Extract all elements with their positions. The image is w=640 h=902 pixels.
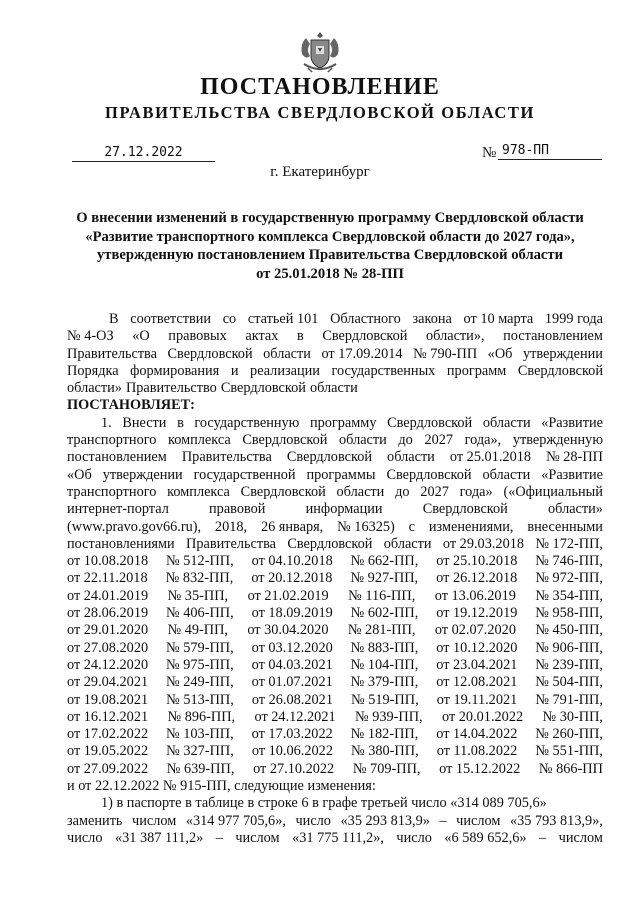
- text-word: № 327-ПП,: [166, 743, 234, 760]
- text-line: [67, 657, 603, 674]
- text-word: № 972-ПП,: [535, 570, 603, 587]
- document-date: 27.12.2022: [72, 144, 215, 162]
- text-word: формирования: [130, 362, 220, 379]
- text-word: № 519-ПП,: [351, 691, 419, 708]
- text-word: от 20.12.2018: [251, 570, 333, 587]
- text-word: № 866-ПП: [538, 760, 603, 777]
- text-word: от 19.12.2019: [436, 605, 518, 622]
- text-word: № 746-ПП,: [535, 553, 603, 570]
- text-word: 2018,: [214, 518, 248, 535]
- text-word: № 16325): [337, 518, 395, 535]
- text-line: [67, 432, 603, 449]
- text-word: от 24.01.2019: [67, 587, 149, 604]
- text-word: внесенными: [527, 518, 603, 535]
- text-word: утверждении: [102, 466, 183, 483]
- text-word: информации: [305, 501, 383, 518]
- text-word: № 116-ПП,: [348, 587, 416, 604]
- text-word: от 21.02.2019: [247, 587, 329, 604]
- text-word: от 12.08.2021: [436, 674, 518, 691]
- text-line: [67, 501, 603, 518]
- text-word: «31 775 111,2»,: [292, 829, 384, 846]
- text-word: транспортного: [67, 432, 157, 449]
- text-line: [67, 311, 603, 328]
- text-line: [67, 536, 603, 553]
- document-title: [60, 209, 600, 283]
- text-word: от 17.02.2022: [67, 726, 149, 743]
- text-word: № 639-ПП,: [166, 760, 235, 777]
- text-word: Областного: [330, 311, 401, 327]
- title-line: утвержденную постановлением Правительства Свердловской области: [97, 247, 563, 263]
- text-word: от 11.08.2022: [436, 743, 518, 760]
- text-word: области: [387, 449, 435, 466]
- text-word: Свердловской: [286, 449, 372, 466]
- text-word: Свердловской: [220, 380, 306, 397]
- text-word: от 22.11.2018: [67, 570, 148, 587]
- text-word: от 13.06.2019: [434, 587, 516, 604]
- text-word: области: [336, 483, 385, 500]
- text-line: [67, 467, 603, 484]
- text-line: [67, 588, 603, 605]
- text-word: –: [215, 829, 223, 846]
- text-word: Свердловской: [242, 432, 328, 449]
- text-word: области: [309, 380, 358, 397]
- text-word: от 17.09.2014: [321, 345, 403, 362]
- text-word: «6 589 652,6»: [444, 829, 527, 846]
- text-word: (www.pravo.gov66.ru),: [67, 518, 202, 535]
- text-word: области: [339, 432, 387, 449]
- text-word: от 10.06.2022: [251, 743, 333, 760]
- text-word: № 939-ПП,: [354, 708, 423, 725]
- document-city: г. Екатеринбург: [270, 164, 370, 180]
- text-word: от 27.08.2020: [67, 639, 149, 656]
- text-word: «О: [132, 328, 150, 345]
- text-word: с: [408, 518, 416, 535]
- text-word: № 709-ПП,: [352, 760, 421, 777]
- text-line: [67, 449, 603, 466]
- text-word: В: [109, 311, 119, 327]
- text-line: [67, 761, 603, 778]
- text-word: от 25.10.2018: [436, 553, 518, 570]
- text-word: числом: [456, 812, 501, 829]
- text-word: числом: [558, 829, 603, 846]
- text-word: от 10.08.2018: [67, 553, 149, 570]
- text-line: [67, 640, 603, 657]
- text-word: правовой: [209, 501, 266, 518]
- text-word: от 01.07.2021: [251, 674, 333, 691]
- text-word: 1.: [101, 414, 112, 431]
- text-word: от 29.03.2018: [442, 535, 525, 552]
- text-word: № 975-ПП,: [166, 656, 234, 673]
- text-line: [67, 605, 603, 622]
- text-line: [67, 813, 603, 830]
- resolves-heading: ПОСТАНОВЛЯЕТ:: [67, 397, 195, 414]
- title-line: «Развитие транспортного комплекса Свердловской области до 2027 года»,: [85, 228, 575, 245]
- text-word: Свердловской: [387, 414, 473, 431]
- text-word: Свердловской: [240, 483, 326, 500]
- text-word: области: [482, 466, 531, 483]
- text-word: государственную: [194, 414, 300, 431]
- text-word: № 551-ПП,: [535, 743, 603, 760]
- text-word: Правительство: [125, 380, 217, 397]
- text-line: [67, 674, 603, 691]
- text-line: [67, 830, 603, 847]
- document-body: [67, 311, 603, 847]
- text-word: «35 793 813,9»,: [509, 812, 603, 829]
- text-word: 2027: [420, 483, 449, 500]
- text-word: № 35-ПП,: [167, 587, 229, 604]
- text-word: Правительства: [67, 345, 157, 362]
- text-line: [67, 726, 603, 743]
- text-word: от 03.12.2020: [251, 639, 333, 656]
- text-word: от 17.03.2022: [251, 726, 333, 743]
- text-word: изменениями,: [428, 518, 514, 535]
- text-word: «314 977 705,6»,: [185, 812, 286, 829]
- text-line: [67, 743, 603, 760]
- text-line: [67, 795, 603, 812]
- text-word: числом: [132, 812, 177, 829]
- text-word: в: [177, 414, 184, 431]
- text-word: № 260-ПП,: [535, 726, 603, 743]
- text-word: № 103-ПП,: [166, 726, 234, 743]
- text-word: области»: [67, 380, 122, 397]
- text-word: года»,: [464, 432, 502, 449]
- text-word: области»: [548, 501, 603, 518]
- text-word: № 504-ПП,: [535, 674, 603, 691]
- text-word: от 29.01.2020: [67, 622, 149, 639]
- text-word: № 662-ПП,: [350, 553, 419, 570]
- text-line: [67, 346, 603, 363]
- text-word: 1) в паспорте в таблице в строке 6 в графе третьей число «314 089 705,6»: [101, 795, 547, 812]
- text-word: Свердловской: [167, 345, 253, 362]
- text-word: «Об: [67, 466, 92, 483]
- text-word: Свердловской: [517, 362, 603, 379]
- text-word: № 602-ПП,: [350, 605, 419, 622]
- text-word: государственной: [193, 466, 296, 483]
- text-line: [67, 328, 603, 345]
- text-word: постановлением: [503, 328, 603, 345]
- text-word: комплекса: [167, 432, 231, 449]
- text-word: от 04.10.2018: [251, 553, 333, 570]
- coat-of-arms-icon: [296, 30, 344, 76]
- text-word: от 19.05.2022: [67, 743, 149, 760]
- text-word: «Об: [487, 345, 513, 362]
- text-word: комплекса: [167, 483, 230, 500]
- text-word: Порядка: [67, 362, 119, 379]
- text-word: и от 22.12.2022 № 915-ПП, следующие изменения:: [67, 778, 376, 795]
- text-word: программ: [446, 362, 507, 379]
- text-line: [67, 692, 603, 709]
- text-word: № 512-ПП,: [166, 553, 234, 570]
- text-word: и: [230, 362, 239, 379]
- title-line: О внесении изменений в государственную программу Свердловской области: [76, 210, 584, 226]
- text-word: № 958-ПП,: [535, 605, 603, 622]
- text-line: [67, 570, 603, 587]
- text-word: –: [539, 829, 547, 846]
- text-line: [67, 519, 603, 536]
- text-word: года»: [459, 483, 493, 500]
- text-word: № 380-ПП,: [351, 743, 419, 760]
- text-word: соответствии: [130, 311, 212, 327]
- text-word: от 14.04.2022: [436, 726, 518, 743]
- text-word: области: [383, 535, 432, 552]
- text-word: № 790-ПП: [413, 345, 478, 362]
- text-word: от 30.04.2020: [247, 622, 329, 639]
- text-word: № 28-ПП: [546, 449, 603, 466]
- text-word: № 906-ПП,: [535, 639, 603, 656]
- text-word: № 406-ПП,: [166, 605, 234, 622]
- text-word: число: [295, 812, 331, 829]
- document-number: 978-ПП: [498, 142, 602, 160]
- text-word: № 450-ПП,: [535, 622, 603, 639]
- text-word: числом: [235, 829, 280, 846]
- text-word: № 104-ПП,: [350, 656, 419, 673]
- text-word: до: [395, 483, 410, 500]
- text-word: № 896-ПП,: [167, 708, 236, 725]
- text-word: со: [222, 311, 237, 327]
- text-word: Правительства: [181, 449, 272, 466]
- text-word: 1999 года: [544, 311, 603, 327]
- text-word: число: [396, 829, 432, 846]
- text-word: от 26.12.2018: [436, 570, 518, 587]
- text-word: интернет-портал: [67, 501, 169, 518]
- text-word: постановлениями: [67, 535, 175, 552]
- text-word: от 19.11.2021: [436, 691, 518, 708]
- text-word: от 28.06.2019: [67, 605, 149, 622]
- text-line: [67, 380, 603, 397]
- text-word: от 27.10.2022: [253, 760, 335, 777]
- text-word: транспортного: [67, 483, 157, 500]
- text-word: актах: [245, 328, 279, 345]
- text-word: № 49-ПП,: [167, 622, 228, 639]
- text-word: № 791-ПП,: [535, 691, 603, 708]
- text-word: статьей 101: [247, 311, 319, 327]
- text-word: закона: [412, 311, 452, 327]
- title-line: от 25.01.2018 № 28-ПП: [256, 265, 404, 282]
- text-word: постановлением: [67, 449, 167, 466]
- text-word: –: [439, 812, 447, 829]
- text-word: от 16.12.2021: [67, 708, 149, 725]
- text-word: от 02.07.2020: [434, 622, 516, 639]
- text-word: Свердловской: [386, 466, 472, 483]
- text-word: № 182-ПП,: [350, 726, 419, 743]
- text-word: от 29.04.2021: [67, 674, 149, 691]
- text-word: № 281-ПП,: [347, 622, 416, 639]
- text-word: № 30-ПП,: [542, 708, 603, 725]
- text-word: 26 января,: [260, 518, 324, 535]
- text-word: до: [398, 432, 413, 449]
- text-word: № 172-ПП,: [535, 535, 603, 552]
- text-word: государственных: [331, 362, 436, 379]
- text-word: № 354-ПП,: [535, 587, 603, 604]
- text-word: от 10 марта: [463, 311, 534, 327]
- text-word: области»,: [426, 328, 485, 345]
- text-word: от 23.04.2021: [436, 656, 518, 673]
- text-word: программу: [309, 414, 377, 431]
- issuing-authority: ПРАВИТЕЛЬСТВА СВЕРДЛОВСКОЙ ОБЛАСТИ: [105, 103, 535, 122]
- text-word: № 249-ПП,: [166, 674, 234, 691]
- text-word: области: [263, 345, 311, 362]
- text-word: от 26.08.2021: [251, 691, 333, 708]
- text-word: «Развитие: [541, 466, 603, 483]
- text-word: Свердловской: [322, 328, 408, 345]
- number-label: №: [482, 145, 497, 161]
- text-word: заменить: [67, 812, 123, 829]
- text-line: [67, 622, 603, 639]
- text-word: № 579-ПП,: [166, 639, 234, 656]
- text-line: [67, 415, 603, 432]
- text-word: Правительства: [186, 535, 276, 552]
- text-word: от 24.12.2020: [67, 656, 149, 673]
- text-word: «35 293 813,9»: [340, 812, 430, 829]
- text-word: от 25.01.2018: [449, 449, 532, 466]
- text-word: № 379-ПП,: [350, 674, 419, 691]
- text-word: Внести: [122, 414, 167, 431]
- text-word: «Развитие: [541, 414, 603, 431]
- text-word: число: [67, 829, 103, 846]
- preamble-paragraph: [67, 311, 603, 397]
- text-word: утверждении: [522, 345, 603, 362]
- text-word: правовых: [168, 328, 227, 345]
- text-line: [67, 363, 603, 380]
- text-line: [67, 553, 603, 570]
- text-word: от 10.12.2020: [436, 639, 518, 656]
- text-line: [67, 709, 603, 726]
- text-word: от 18.09.2019: [251, 605, 333, 622]
- text-word: от 19.08.2021: [67, 691, 149, 708]
- text-word: от 27.09.2022: [67, 760, 149, 777]
- text-word: реализации: [250, 362, 320, 379]
- subitem-1-paragraph: [67, 795, 603, 847]
- text-word: утвержденную: [512, 432, 603, 449]
- text-word: № 4-ОЗ: [67, 328, 114, 345]
- text-word: в: [296, 328, 304, 345]
- text-word: программы: [306, 466, 376, 483]
- text-word: № 883-ПП,: [350, 639, 419, 656]
- text-word: Свердловской: [287, 535, 373, 552]
- text-line: [67, 484, 603, 501]
- text-word: от 24.12.2021: [254, 708, 336, 725]
- text-line: [67, 778, 603, 795]
- text-word: № 239-ПП,: [535, 656, 603, 673]
- text-word: Свердловской: [422, 501, 508, 518]
- item-1-paragraph: [67, 415, 603, 796]
- text-word: 2027: [424, 432, 454, 449]
- text-word: области: [482, 414, 531, 431]
- text-word: («Официальный: [503, 483, 603, 500]
- text-word: № 513-ПП,: [166, 691, 234, 708]
- text-word: № 927-ПП,: [350, 570, 419, 587]
- text-word: № 832-ПП,: [165, 570, 234, 587]
- text-word: от 04.03.2021: [251, 656, 333, 673]
- text-word: от 20.01.2022: [442, 708, 524, 725]
- text-word: «31 387 111,2»: [114, 829, 204, 846]
- text-word: от 15.12.2022: [439, 760, 521, 777]
- document-type-title: ПОСТАНОВЛЕНИЕ: [200, 74, 440, 100]
